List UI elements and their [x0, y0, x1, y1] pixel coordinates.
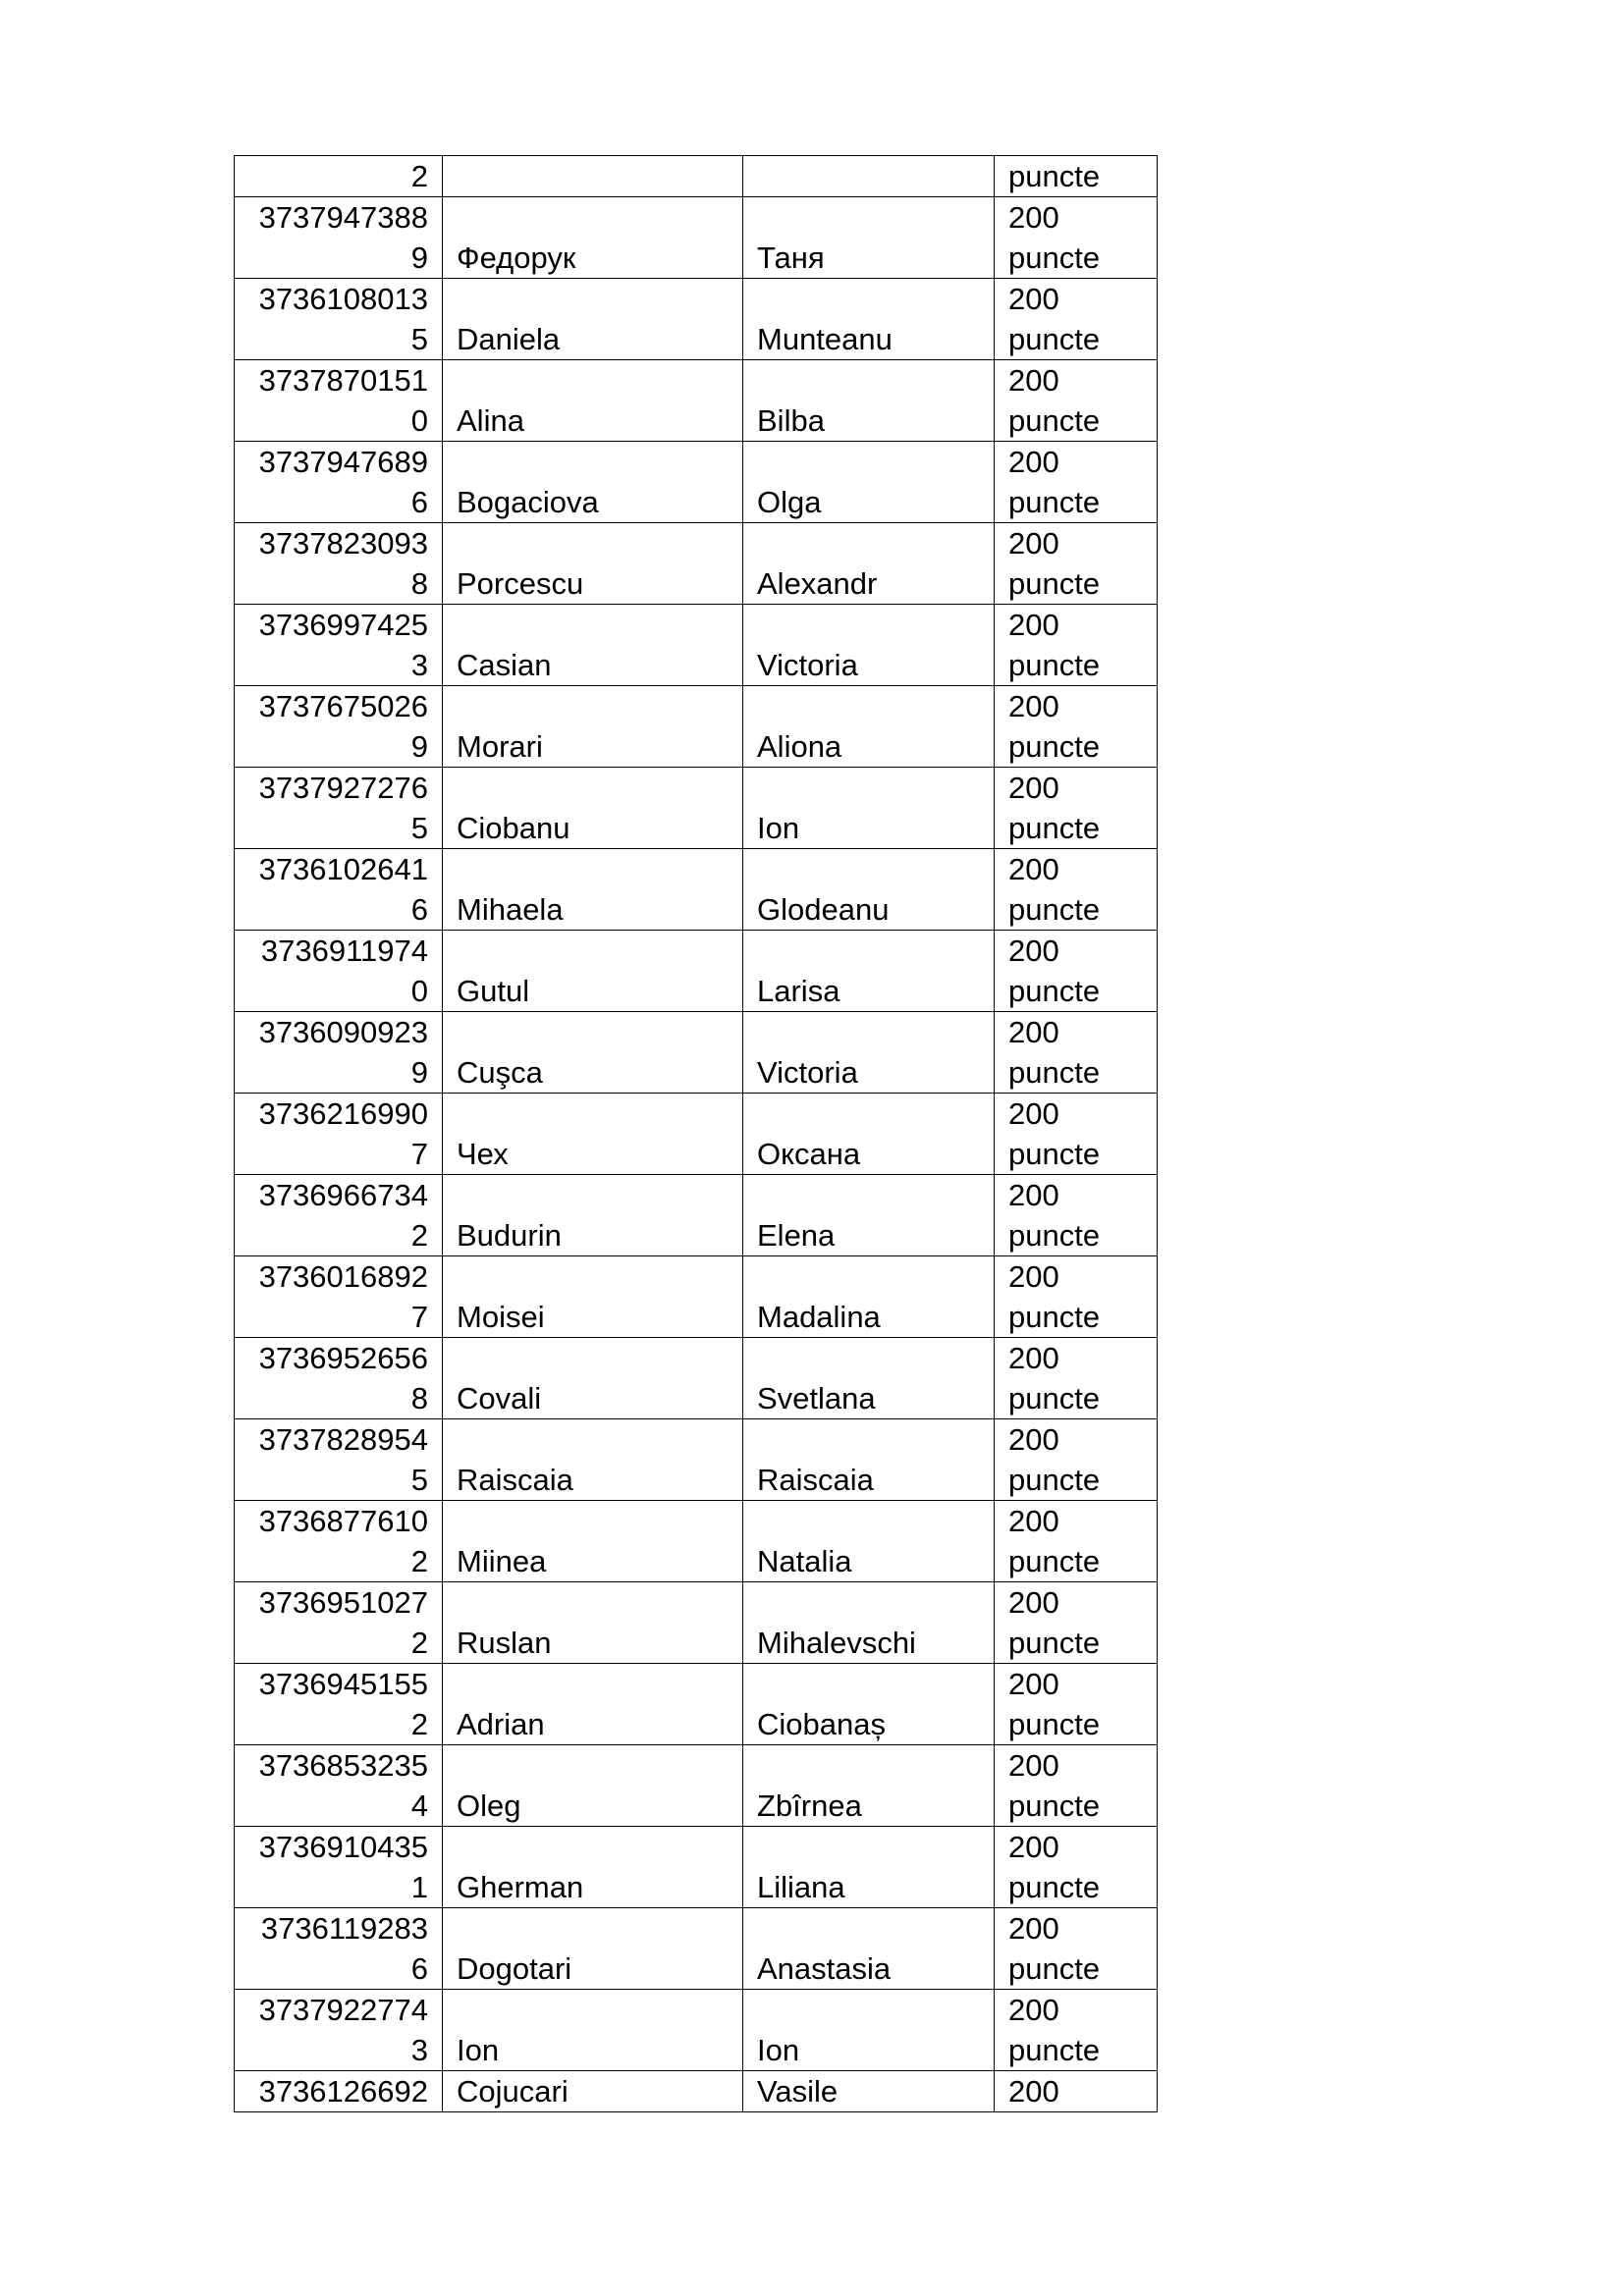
- cell-points: [995, 1582, 1158, 1664]
- cell-id-line: 2: [410, 1544, 428, 1578]
- cell-name-b: [743, 197, 995, 279]
- cell-id-line: 3737947689: [258, 445, 428, 479]
- cell-points: [995, 197, 1158, 279]
- cell-id-line: 7: [410, 1300, 428, 1334]
- cell-id-line: 3736952656: [258, 1341, 428, 1375]
- cell-name-b: [743, 1256, 995, 1338]
- cell-name-a-text: Adrian: [457, 1707, 545, 1741]
- cell-points-line: puncte: [1008, 1463, 1101, 1497]
- cell-name-a: [443, 849, 743, 931]
- cell-name-a: [443, 442, 743, 523]
- cell-points-line: puncte: [1008, 2033, 1101, 2067]
- cell-name-a: [443, 1664, 743, 1745]
- cell-name-a: [443, 686, 743, 768]
- cell-name-a-text: Casian: [457, 648, 552, 682]
- cell-name-a: [443, 156, 743, 197]
- cell-points-line: puncte: [1008, 1137, 1101, 1171]
- cell-name-a: [443, 1990, 743, 2071]
- table-row: [235, 1501, 1158, 1582]
- cell-points-line: puncte: [1008, 1544, 1101, 1578]
- cell-points-line: puncte: [1008, 729, 1101, 764]
- cell-id-line: 3736016892: [258, 1259, 428, 1294]
- cell-id: [235, 849, 443, 931]
- table-row: [235, 1094, 1158, 1175]
- cell-points-line: puncte: [1008, 1951, 1101, 1986]
- cell-id-line: 2: [410, 1707, 428, 1741]
- cell-name-a: [443, 2071, 743, 2112]
- cell-id-line: 3736216990: [258, 1096, 428, 1131]
- cell-name-b-text: Оксана: [757, 1137, 861, 1171]
- cell-name-b-text: Elena: [757, 1218, 836, 1253]
- cell-id-line: 7: [410, 1137, 428, 1171]
- cell-points: [995, 2071, 1158, 2112]
- cell-name-a: [443, 768, 743, 849]
- cell-name-b: [743, 1175, 995, 1256]
- cell-points-line: 200: [1008, 363, 1059, 398]
- cell-name-a: [443, 1012, 743, 1094]
- cell-id: [235, 1664, 443, 1745]
- cell-points-line: 200: [1008, 1015, 1059, 1049]
- cell-points: [995, 1012, 1158, 1094]
- cell-id-line: 3737870151: [258, 363, 428, 398]
- cell-id-line: 8: [410, 1381, 428, 1415]
- cell-name-b: [743, 1501, 995, 1582]
- cell-name-a-text: Budurin: [457, 1218, 562, 1253]
- cell-name-b: [743, 1012, 995, 1094]
- cell-id-line: 5: [410, 322, 428, 356]
- cell-points-line: 200: [1008, 1422, 1059, 1457]
- cell-points-line: puncte: [1008, 1381, 1101, 1415]
- table-row: [235, 686, 1158, 768]
- cell-name-b-text: Alexandr: [757, 566, 878, 601]
- cell-name-a-text: Ciobanu: [457, 811, 570, 845]
- cell-name-a-text: Dogotari: [457, 1951, 572, 1986]
- table-row: [235, 1664, 1158, 1745]
- table-row: [235, 523, 1158, 605]
- cell-name-b-text: Liliana: [757, 1870, 845, 1904]
- cell-points-line: 200: [1008, 1748, 1059, 1783]
- cell-points-line: 200: [1008, 282, 1059, 316]
- cell-id-line: 3736910435: [258, 1830, 428, 1864]
- cell-points-line: puncte: [1008, 485, 1101, 519]
- table-row: [235, 1256, 1158, 1338]
- cell-name-b: [743, 931, 995, 1012]
- cell-points: [995, 1338, 1158, 1419]
- cell-id: [235, 1094, 443, 1175]
- cell-name-a-text: Miinea: [457, 1544, 547, 1578]
- cell-name-a-text: Raiscaia: [457, 1463, 573, 1497]
- cell-id-line: 6: [410, 1951, 428, 1986]
- cell-id: [235, 2071, 443, 2112]
- cell-name-b-text: Natalia: [757, 1544, 852, 1578]
- cell-points: [995, 1827, 1158, 1908]
- cell-id-line: 6: [410, 485, 428, 519]
- cell-name-b-text: Larisa: [757, 974, 840, 1008]
- cell-points: [995, 1175, 1158, 1256]
- cell-points-line: puncte: [1008, 1789, 1101, 1823]
- cell-points-line: 200: [1008, 608, 1059, 642]
- table-row: [235, 931, 1158, 1012]
- cell-points: [995, 1501, 1158, 1582]
- cell-id-line: 3: [410, 648, 428, 682]
- cell-name-b: [743, 2071, 995, 2112]
- cell-id-line: 3736911974: [260, 934, 428, 968]
- cell-name-a: [443, 1419, 743, 1501]
- cell-id: [235, 1582, 443, 1664]
- cell-points-line: puncte: [1008, 1218, 1101, 1253]
- cell-id-line: 3736945155: [258, 1667, 428, 1701]
- table-row: [235, 1990, 1158, 2071]
- cell-name-b-text: Ion: [757, 2033, 800, 2067]
- table-row: [235, 2071, 1158, 2112]
- cell-points-line: puncte: [1008, 1870, 1101, 1904]
- cell-points: [995, 931, 1158, 1012]
- cell-id: [235, 1501, 443, 1582]
- table-body: [235, 156, 1158, 2112]
- cell-id-line: 5: [410, 811, 428, 845]
- data-table: [234, 155, 1158, 2112]
- cell-name-a-text: Bogaciova: [457, 485, 599, 519]
- cell-name-b-text: Anastasia: [757, 1951, 892, 1986]
- cell-points-line: 200: [1008, 1993, 1059, 2027]
- cell-points-line: puncte: [1008, 566, 1101, 601]
- cell-id-line: 3736119283: [260, 1911, 428, 1946]
- cell-id-line: 3: [410, 2033, 428, 2067]
- cell-name-a-text: Ruslan: [457, 1626, 552, 1660]
- cell-name-b: [743, 360, 995, 442]
- cell-id-line: 9: [410, 729, 428, 764]
- cell-id-line: 5: [410, 1463, 428, 1497]
- table-row: [235, 605, 1158, 686]
- table-row: [235, 360, 1158, 442]
- cell-id: [235, 279, 443, 360]
- cell-id-line: 4: [410, 1789, 428, 1823]
- cell-points: [995, 156, 1158, 197]
- cell-points: [995, 523, 1158, 605]
- cell-points: [995, 1419, 1158, 1501]
- cell-name-b-text: Madalina: [757, 1300, 881, 1334]
- cell-id-line: 3736997425: [258, 608, 428, 642]
- cell-name-b: [743, 156, 995, 197]
- cell-name-b-text: Svetlana: [757, 1381, 876, 1415]
- cell-id: [235, 1827, 443, 1908]
- cell-id-line: 3736102641: [258, 852, 428, 886]
- cell-id-line: 6: [410, 892, 428, 927]
- table-row: [235, 1582, 1158, 1664]
- cell-name-b: [743, 1908, 995, 1990]
- table-row: [235, 768, 1158, 849]
- cell-name-a: [443, 1908, 743, 1990]
- cell-name-a: [443, 360, 743, 442]
- cell-name-b: [743, 605, 995, 686]
- cell-points: [995, 686, 1158, 768]
- cell-id: [235, 931, 443, 1012]
- cell-name-b: [743, 849, 995, 931]
- cell-id-line: 3737675026: [258, 689, 428, 723]
- cell-id: [235, 523, 443, 605]
- cell-name-a-text: Daniela: [457, 322, 561, 356]
- cell-id-line: 2: [410, 159, 428, 193]
- cell-name-b-text: Bilba: [757, 403, 825, 438]
- cell-name-b-text: Zbîrnea: [757, 1789, 862, 1823]
- cell-id: [235, 1908, 443, 1990]
- cell-id: [235, 1419, 443, 1501]
- cell-id-line: 0: [410, 974, 428, 1008]
- cell-name-b: [743, 1990, 995, 2071]
- cell-id-line: 9: [410, 240, 428, 275]
- cell-name-a: [443, 931, 743, 1012]
- cell-name-b: [743, 686, 995, 768]
- cell-points-line: 200: [1008, 1911, 1059, 1946]
- cell-name-a: [443, 1094, 743, 1175]
- cell-points-line: 200: [1008, 1504, 1059, 1538]
- cell-points-line: puncte: [1008, 403, 1101, 438]
- cell-name-b: [743, 1419, 995, 1501]
- cell-name-a-text: Covali: [457, 1381, 542, 1415]
- cell-id-line: 0: [410, 403, 428, 438]
- cell-points-line: 200: [1008, 689, 1059, 723]
- cell-points-line: 200: [1008, 2074, 1059, 2109]
- table-row: [235, 1419, 1158, 1501]
- cell-points-line: puncte: [1008, 648, 1101, 682]
- cell-name-a-text: Morari: [457, 729, 543, 764]
- cell-points: [995, 279, 1158, 360]
- cell-id: [235, 1175, 443, 1256]
- cell-name-b-text: Vasile: [757, 2074, 839, 2109]
- cell-id-line: 3736951027: [258, 1585, 428, 1620]
- cell-name-a: [443, 523, 743, 605]
- cell-points-line: 200: [1008, 852, 1059, 886]
- cell-id-line: 8: [410, 566, 428, 601]
- table-row: [235, 156, 1158, 197]
- cell-points-line: puncte: [1008, 1055, 1101, 1090]
- cell-points: [995, 1990, 1158, 2071]
- cell-id-line: 2: [410, 1626, 428, 1660]
- cell-id-line: 3736108013: [258, 282, 428, 316]
- cell-name-b-text: Ciobanaș: [757, 1707, 886, 1741]
- cell-id-line: 3737927276: [258, 771, 428, 805]
- cell-id: [235, 360, 443, 442]
- cell-id-line: 3737828954: [258, 1422, 428, 1457]
- cell-points-line: puncte: [1008, 1300, 1101, 1334]
- cell-points: [995, 1664, 1158, 1745]
- cell-points-line: puncte: [1008, 974, 1101, 1008]
- cell-id: [235, 1256, 443, 1338]
- cell-points: [995, 605, 1158, 686]
- cell-name-a: [443, 1175, 743, 1256]
- cell-name-b: [743, 1745, 995, 1827]
- cell-name-a-text: Федорук: [457, 240, 576, 275]
- cell-points-line: 200: [1008, 1178, 1059, 1212]
- cell-name-b-text: Aliona: [757, 729, 842, 764]
- cell-id-line: 3736877610: [258, 1504, 428, 1538]
- cell-name-b: [743, 768, 995, 849]
- cell-name-a-text: Oleg: [457, 1789, 521, 1823]
- cell-points-line: 200: [1008, 200, 1059, 235]
- cell-id: [235, 156, 443, 197]
- cell-name-a: [443, 1745, 743, 1827]
- cell-id: [235, 1338, 443, 1419]
- cell-points-line: puncte: [1008, 159, 1101, 193]
- cell-name-a-text: Gutul: [457, 974, 530, 1008]
- cell-points-line: 200: [1008, 934, 1059, 968]
- cell-id: [235, 442, 443, 523]
- cell-name-b: [743, 1582, 995, 1664]
- cell-name-b-text: Mihalevschi: [757, 1626, 916, 1660]
- cell-id: [235, 1990, 443, 2071]
- table-row: [235, 1827, 1158, 1908]
- cell-name-b: [743, 523, 995, 605]
- cell-id-line: 3737947388: [258, 200, 428, 235]
- cell-points: [995, 442, 1158, 523]
- cell-name-a-text: Porcescu: [457, 566, 584, 601]
- cell-points: [995, 768, 1158, 849]
- cell-name-b-text: Raiscaia: [757, 1463, 874, 1497]
- cell-name-b: [743, 279, 995, 360]
- cell-name-a-text: Moisei: [457, 1300, 545, 1334]
- cell-points: [995, 1256, 1158, 1338]
- table-row: [235, 1175, 1158, 1256]
- cell-id-line: 3736853235: [258, 1748, 428, 1783]
- cell-name-b: [743, 442, 995, 523]
- cell-name-b-text: Glodeanu: [757, 892, 890, 927]
- cell-id-line: 3737823093: [258, 526, 428, 561]
- cell-id-line: 1: [410, 1870, 428, 1904]
- cell-points-line: puncte: [1008, 811, 1101, 845]
- cell-points: [995, 1094, 1158, 1175]
- cell-id: [235, 605, 443, 686]
- table-row: [235, 279, 1158, 360]
- cell-name-a: [443, 279, 743, 360]
- table-row: [235, 849, 1158, 931]
- cell-name-a-text: Alina: [457, 403, 524, 438]
- cell-name-a: [443, 1256, 743, 1338]
- cell-id: [235, 1012, 443, 1094]
- table-row: [235, 1745, 1158, 1827]
- cell-points-line: 200: [1008, 445, 1059, 479]
- table-row: [235, 1908, 1158, 1990]
- cell-id: [235, 768, 443, 849]
- cell-points: [995, 360, 1158, 442]
- cell-name-b-text: Ion: [757, 811, 800, 845]
- cell-id-line: 3736090923: [258, 1015, 428, 1049]
- cell-name-b-text: Таня: [757, 240, 825, 275]
- cell-points-line: 200: [1008, 1259, 1059, 1294]
- cell-name-b: [743, 1338, 995, 1419]
- cell-name-a: [443, 1338, 743, 1419]
- cell-name-b-text: Munteanu: [757, 322, 893, 356]
- cell-name-a-text: Чех: [457, 1137, 509, 1171]
- cell-points: [995, 1745, 1158, 1827]
- cell-points-line: 200: [1008, 771, 1059, 805]
- cell-id: [235, 1745, 443, 1827]
- cell-name-b: [743, 1827, 995, 1908]
- cell-id: [235, 197, 443, 279]
- cell-id-line: 2: [410, 1218, 428, 1253]
- cell-id-line: 3737922774: [258, 1993, 428, 2027]
- cell-points-line: 200: [1008, 1096, 1059, 1131]
- table-row: [235, 197, 1158, 279]
- cell-name-b: [743, 1664, 995, 1745]
- cell-name-a-text: Mihaela: [457, 892, 564, 927]
- cell-name-a: [443, 605, 743, 686]
- cell-name-b-text: Olga: [757, 485, 822, 519]
- cell-name-a-text: Cojucari: [457, 2074, 568, 2109]
- table-row: [235, 1338, 1158, 1419]
- cell-name-a: [443, 1827, 743, 1908]
- cell-points: [995, 849, 1158, 931]
- cell-points-line: 200: [1008, 526, 1059, 561]
- cell-points-line: 200: [1008, 1585, 1059, 1620]
- cell-points-line: 200: [1008, 1830, 1059, 1864]
- table-row: [235, 442, 1158, 523]
- cell-id: [235, 686, 443, 768]
- cell-name-b-text: Victoria: [757, 1055, 858, 1090]
- cell-name-a-text: Cuşca: [457, 1055, 543, 1090]
- cell-points: [995, 1908, 1158, 1990]
- cell-name-a-text: Ion: [457, 2033, 500, 2067]
- cell-name-b: [743, 1094, 995, 1175]
- cell-points-line: puncte: [1008, 1707, 1101, 1741]
- cell-name-b-text: Victoria: [757, 648, 858, 682]
- cell-points-line: puncte: [1008, 892, 1101, 927]
- cell-points-line: puncte: [1008, 322, 1101, 356]
- cell-name-a: [443, 1582, 743, 1664]
- table-row: [235, 1012, 1158, 1094]
- cell-points-line: 200: [1008, 1667, 1059, 1701]
- cell-name-a: [443, 197, 743, 279]
- cell-points-line: 200: [1008, 1341, 1059, 1375]
- cell-id-line: 3736966734: [258, 1178, 428, 1212]
- cell-id-line: 9: [410, 1055, 428, 1090]
- cell-name-a-text: Gherman: [457, 1870, 584, 1904]
- cell-id-line: 3736126692: [258, 2074, 428, 2109]
- cell-points-line: puncte: [1008, 240, 1101, 275]
- cell-name-a: [443, 1501, 743, 1582]
- cell-points-line: puncte: [1008, 1626, 1101, 1660]
